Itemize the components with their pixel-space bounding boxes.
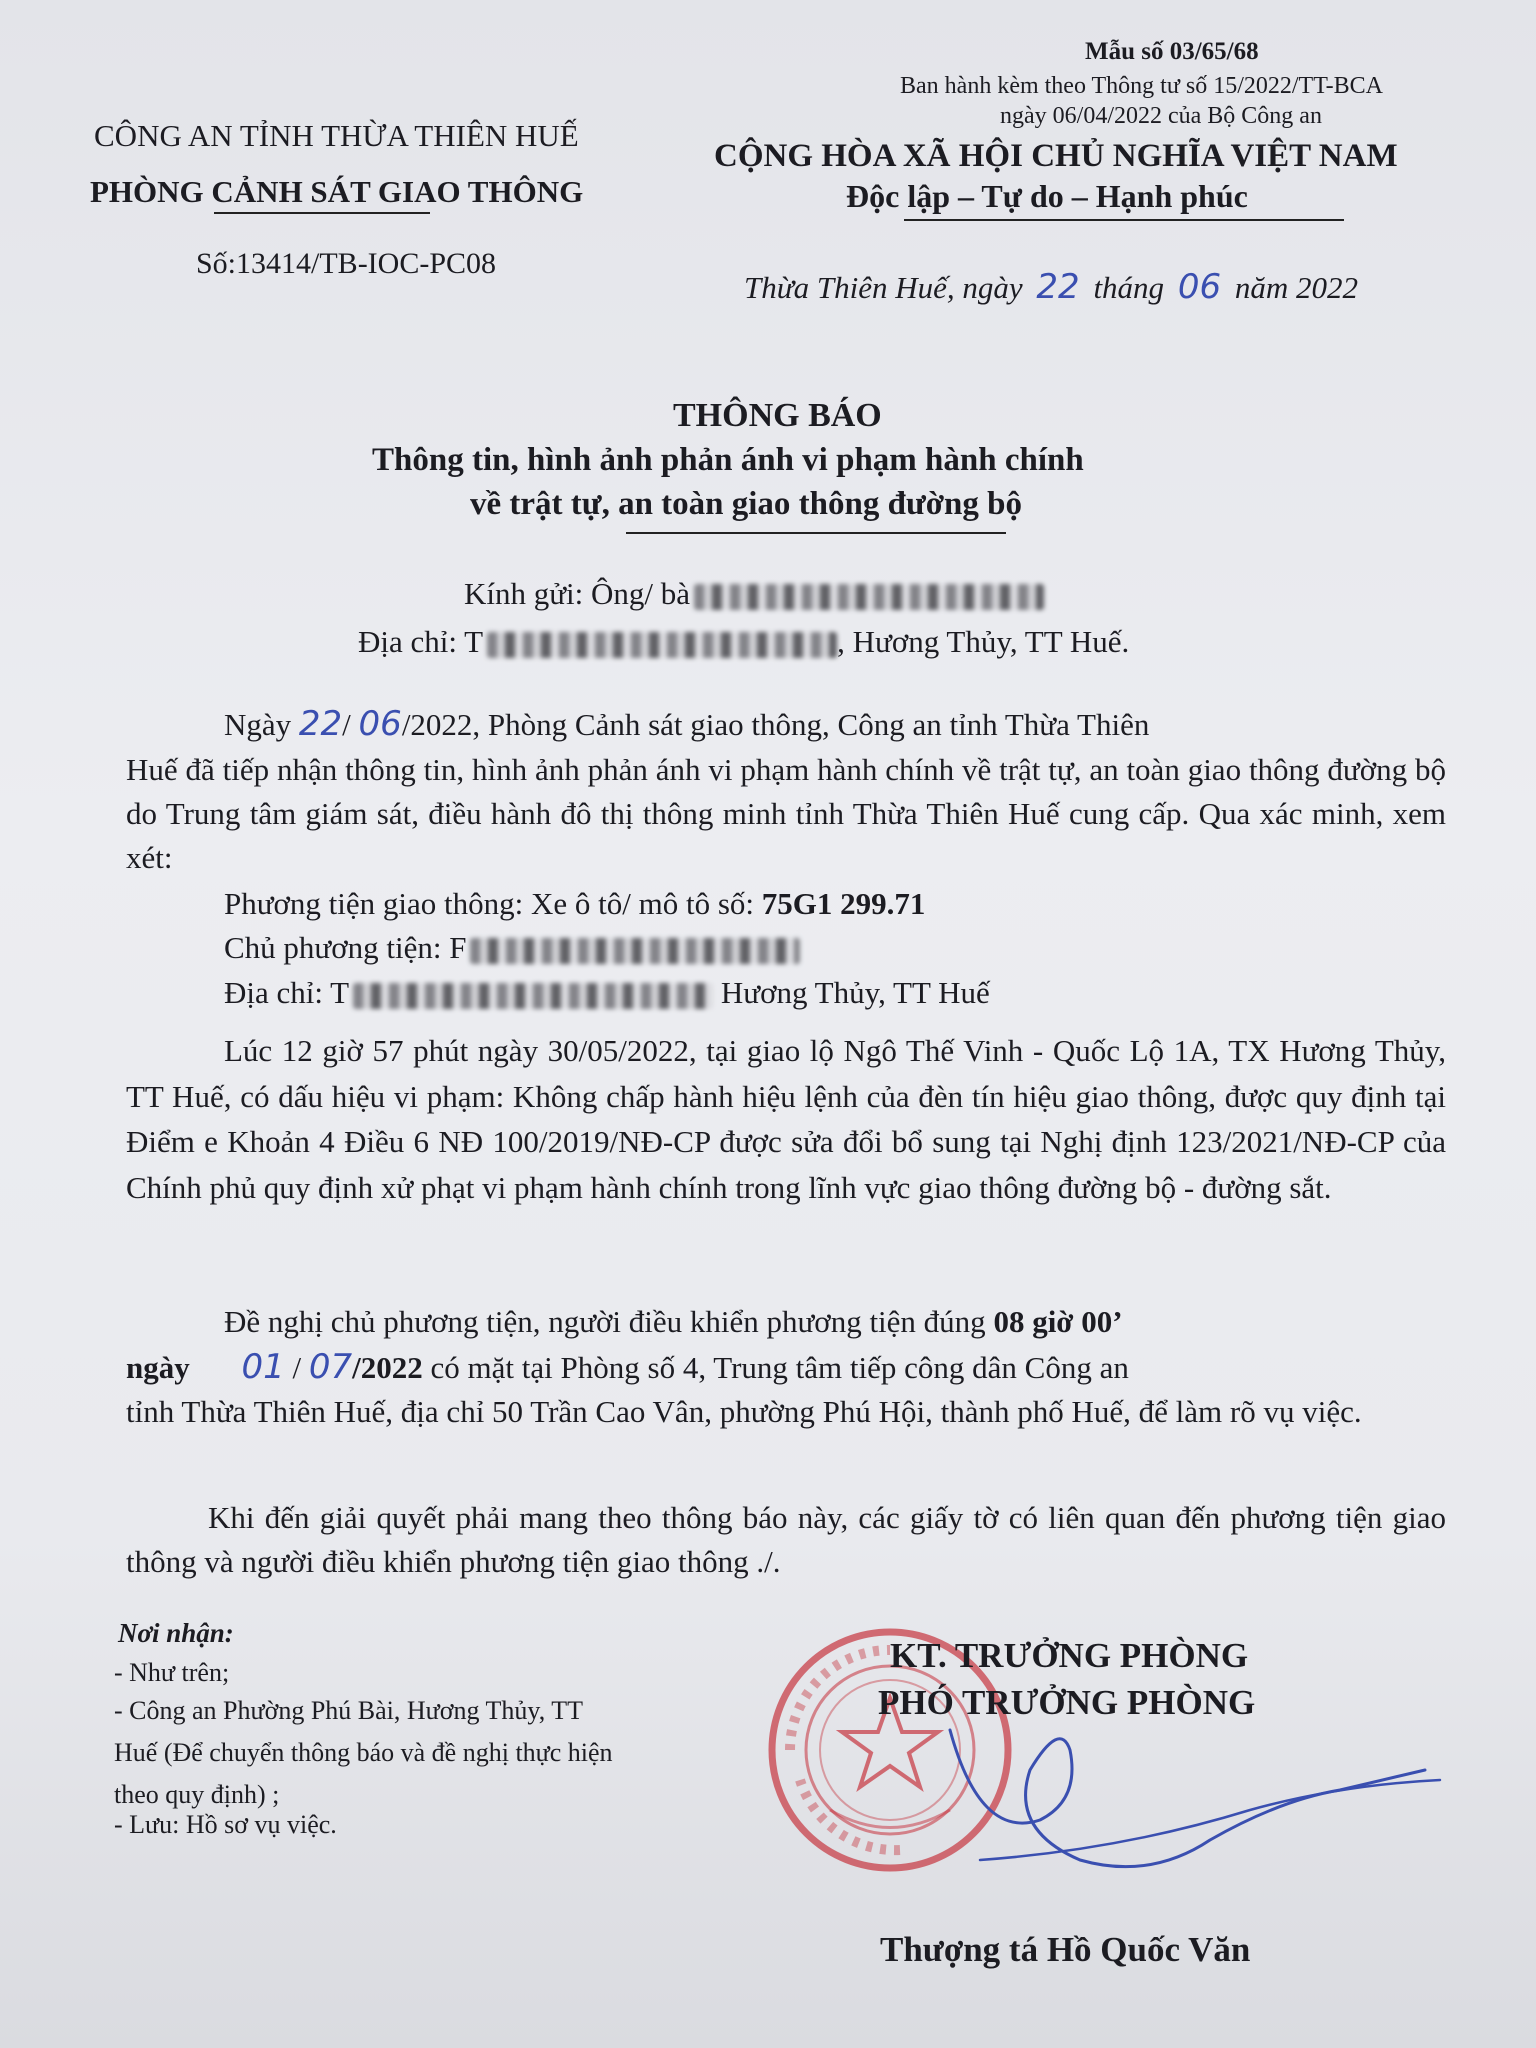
p1-rest-line1: /2022, Phòng Cảnh sát giao thông, Công an tỉnh Thừa Thiên xyxy=(401,707,1150,742)
owner-address-suffix: Hương Thủy, TT Huế xyxy=(713,975,990,1010)
recipients-title: Nơi nhận: xyxy=(118,1618,234,1648)
recipients-item-2a: - Công an Phường Phú Bài, Hương Thủy, TT xyxy=(114,1696,584,1725)
agency-underline xyxy=(214,212,430,214)
vehicle-line xyxy=(224,886,925,922)
document-title: THÔNG BÁO xyxy=(673,397,882,434)
date-month-label: tháng xyxy=(1093,270,1165,305)
owner-line xyxy=(224,930,800,966)
p3-body: tỉnh Thừa Thiên Huế, địa chỉ 50 Trần Cao Vân, phường Phú Hội, thành phố Huế, để làm rõ vụ việc. xyxy=(126,1394,1362,1429)
nation-line1: CỘNG HÒA XÃ HỘI CHỦ NGHĨA VIỆT NAM xyxy=(714,138,1398,174)
p1-body: Huế đã tiếp nhận thông tin, hình ảnh phản ánh vi phạm hành chính về trật tự, an toàn giao thông đường bộ do Trung tâm giám sát, điều hành đô thị thông minh tỉnh Thừa Thiên Huế cung cấp. Qua xác minh, xem xét: xyxy=(126,752,1446,875)
agency-line1: CÔNG AN TỈNH THỪA THIÊN HUẾ xyxy=(94,118,579,153)
p3-start: Đề nghị chủ phương tiện, người điều khiển phương tiện đúng xyxy=(224,1304,994,1339)
p1-ngay: Ngày xyxy=(224,707,292,742)
owner-address-line xyxy=(224,975,990,1011)
p1-month: 06 xyxy=(358,704,402,744)
nation-motto: Độc lập – Tự do – Hạnh phúc xyxy=(846,178,1248,214)
title-underline xyxy=(626,532,1006,534)
vehicle-plate: 75G1 299.71 xyxy=(761,886,926,921)
redacted-recipient-address xyxy=(487,632,837,658)
recipient-address-suffix: , Hương Thủy, TT Huế. xyxy=(837,624,1130,659)
p1-sep: / xyxy=(342,707,351,742)
redacted-owner-address xyxy=(353,983,713,1009)
signature-title-2: PHÓ TRƯỞNG PHÒNG xyxy=(878,1683,1256,1722)
recipient-greeting-line xyxy=(464,576,1044,612)
document-subtitle-1: Thông tin, hình ảnh phản ánh vi phạm hành chính xyxy=(372,442,1084,478)
date-day: 22 xyxy=(1036,267,1080,307)
date-line xyxy=(744,267,1358,307)
vehicle-label: Phương tiện giao thông: Xe ô tô/ mô tô số: xyxy=(224,886,762,921)
redacted-owner-name xyxy=(470,938,800,964)
recipients-item-2b: Huế (Để chuyển thông báo và đề nghị thực hiện xyxy=(114,1738,613,1767)
p1-first-line xyxy=(224,704,1149,744)
p3-rest-line: có mặt tại Phòng số 4, Trung tâm tiếp công dân Công an xyxy=(430,1350,1129,1385)
p3-time: 08 giờ 00’ xyxy=(993,1304,1123,1339)
p2-violation: Lúc 12 giờ 57 phút ngày 30/05/2022, tại giao lộ Ngô Thế Vinh - Quốc Lộ 1A, TX Hương Thủy, TT Huế, có dấu hiệu vi phạm: Không chấp hành hiệu lệnh của đèn tín hiệu giao thông, được quy định tại Điểm e Khoản 4 Điều 6 NĐ 100/2019/NĐ-CP được sửa đổi bổ sung tại Nghị định 123/2021/NĐ-CP của Chính phủ quy định xử phạt vi phạm hành chính trong lĩnh vực giao thông đường bộ - đường sắt. xyxy=(126,1033,1446,1205)
p3-day: 01 xyxy=(241,1347,285,1387)
recipient-address-label: Địa chỉ: T xyxy=(358,624,484,659)
p3-ngay: ngày xyxy=(126,1350,190,1385)
p1-day: 22 xyxy=(298,704,343,744)
document-number: Số:13414/TB-IOC-PC08 xyxy=(196,247,497,280)
p3-first-line xyxy=(224,1304,1123,1340)
date-month: 06 xyxy=(1177,267,1222,307)
p3-second-line xyxy=(126,1347,1129,1387)
p3-month: 07 xyxy=(308,1347,353,1387)
nation-underline xyxy=(904,219,1344,221)
date-year: năm 2022 xyxy=(1234,270,1358,305)
p3-sep: / xyxy=(292,1350,302,1385)
form-issued-with: Ban hành kèm theo Thông tư số 15/2022/TT-BCA xyxy=(900,73,1383,99)
owner-address-label: Địa chỉ: T xyxy=(224,975,350,1010)
recipient-address-line xyxy=(358,624,1129,660)
owner-label: Chủ phương tiện: F xyxy=(224,930,467,965)
form-issued-date: ngày 06/04/2022 của Bộ Công an xyxy=(1000,103,1322,129)
document-subtitle-2: về trật tự, an toàn giao thông đường bộ xyxy=(470,486,1023,522)
signer-name: Thượng tá Hồ Quốc Văn xyxy=(880,1930,1251,1969)
signature-title-1: KT. TRƯỞNG PHÒNG xyxy=(890,1636,1249,1675)
date-prefix: Thừa Thiên Huế, ngày xyxy=(744,270,1023,305)
form-number: Mẫu số 03/65/68 xyxy=(1085,38,1259,65)
recipients-item-3: - Lưu: Hồ sơ vụ việc. xyxy=(114,1810,337,1839)
p3-year: /2022 xyxy=(352,1350,423,1385)
agency-line2: PHÒNG CẢNH SÁT GIAO THÔNG xyxy=(90,174,584,209)
recipients-item-1: - Như trên; xyxy=(114,1658,230,1687)
redacted-recipient-name xyxy=(694,584,1044,610)
p4-body: Khi đến giải quyết phải mang theo thông báo này, các giấy tờ có liên quan đến phương tiện giao thông và người điều khiển phương tiện giao thông ./. xyxy=(126,1500,1446,1579)
handwritten-signature xyxy=(920,1690,1460,1920)
recipient-greeting: Kính gửi: Ông/ bà xyxy=(464,576,691,611)
recipients-item-2c: theo quy định) ; xyxy=(114,1780,280,1809)
